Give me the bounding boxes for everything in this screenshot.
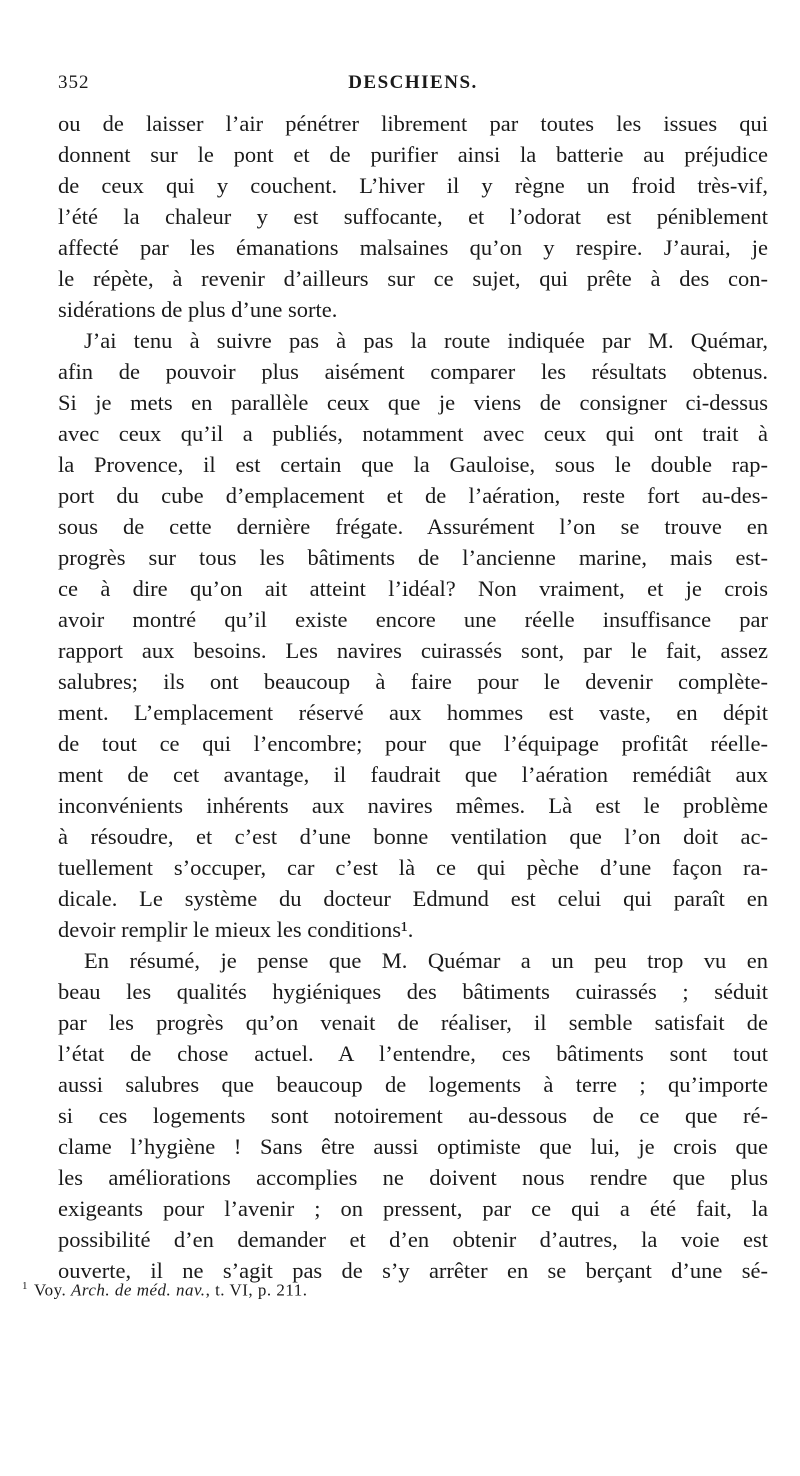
text-line: exigeants pour l’avenir ; on pressent, par ce qui a été fait, la (58, 1196, 768, 1221)
text-line: avoir montré qu’il existe encore une réelle insuffisance par (58, 607, 768, 632)
text-line: ment de cet avantage, il faudrait que l’aération remédiât aux (58, 762, 768, 787)
page-number: 352 (58, 72, 90, 93)
running-title: DESCHIENS. (348, 72, 478, 93)
text-line: avec ceux qu’il a publiés, notamment avec ceux qui ont trait à (58, 421, 768, 446)
text-line: J’ai tenu à suivre pas à pas la route indiquée par M. Quémar, (84, 328, 768, 353)
text-line: rapport aux besoins. Les navires cuirassés sont, par le fait, assez (58, 638, 768, 663)
text-line: devoir remplir le mieux les conditions¹. (58, 917, 414, 942)
text-line: les améliorations accomplies ne doivent nous rendre que plus (58, 1165, 768, 1190)
text-line: de ceux qui y couchent. L’hiver il y règne un froid très-vif, (58, 173, 768, 198)
text-line: ment. L’emplacement réservé aux hommes est vaste, en dépit (58, 700, 768, 725)
text-line: sidérations de plus d’une sorte. (58, 297, 338, 322)
page-header (58, 60, 768, 100)
text-line: à résoudre, et c’est d’une bonne ventilation que l’on doit ac- (58, 824, 768, 849)
footnote (22, 1280, 308, 1301)
text-line: l’état de chose actuel. A l’entendre, ces bâtiments sont tout (58, 1041, 768, 1066)
text-line: afin de pouvoir plus aisément comparer les résultats obtenus. (58, 359, 768, 384)
text-line: Si je mets en parallèle ceux que je viens de consigner ci-dessus (58, 390, 768, 415)
text-line: par les progrès qu’on venait de réaliser, il semble satisfait de (58, 1010, 768, 1035)
text-line: inconvénients inhérents aux navires mêmes. Là est le problème (58, 793, 768, 818)
footnote-marker: 1 (22, 1280, 28, 1292)
paragraph (58, 108, 768, 325)
paragraph (58, 945, 768, 1286)
text-line: tuellement s’occuper, car c’est là ce qui pèche d’une façon ra- (58, 855, 768, 880)
text-line: donnent sur le pont et de purifier ainsi la batterie au préjudice (58, 142, 768, 167)
text-line: sous de cette dernière frégate. Assurément l’on se trouve en (58, 514, 768, 539)
text-line: En résumé, je pense que M. Quémar a un peu trop vu en (84, 948, 768, 973)
text-line: aussi salubres que beaucoup de logements à terre ; qu’importe (58, 1072, 768, 1097)
body-text (58, 108, 768, 1286)
footnote-source: Arch. de méd. nav. (70, 1280, 206, 1300)
text-line: possibilité d’en demander et d’en obtenir d’autres, la voie est (58, 1227, 768, 1252)
text-line: ce à dire qu’on ait atteint l’idéal? Non vraiment, et je crois (58, 576, 768, 601)
text-line: affecté par les émanations malsaines qu’on y respire. J’aurai, je (58, 235, 768, 260)
text-line: la Provence, il est certain que la Gauloise, sous le double rap- (58, 452, 768, 477)
document-page (58, 60, 768, 1286)
text-line: de tout ce qui l’encombre; pour que l’équipage profitât réelle- (58, 731, 768, 756)
text-line: l’été la chaleur y est suffocante, et l’odorat est péniblement (58, 204, 768, 229)
text-line: beau les qualités hygiéniques des bâtiments cuirassés ; séduit (58, 979, 768, 1004)
footnote-suffix: , t. VI, p. 211. (205, 1280, 308, 1300)
paragraph (58, 325, 768, 945)
text-line: progrès sur tous les bâtiments de l’ancienne marine, mais est- (58, 545, 768, 570)
text-line: port du cube d’emplacement et de l’aération, reste fort au-des- (58, 483, 768, 508)
text-line: si ces logements sont notoirement au-dessous de ce que ré- (58, 1103, 768, 1128)
text-line: ouverte, il ne s’agit pas de s’y arrêter en se berçant d’une sé- (58, 1258, 768, 1283)
text-line: ou de laisser l’air pénétrer librement par toutes les issues qui (58, 111, 768, 136)
text-line: salubres; ils ont beaucoup à faire pour le devenir complète- (58, 669, 768, 694)
text-line: le répète, à revenir d’ailleurs sur ce sujet, qui prête à des con- (58, 266, 768, 291)
footnote-prefix: Voy. (34, 1280, 71, 1300)
text-line: clame l’hygiène ! Sans être aussi optimiste que lui, je crois que (58, 1134, 768, 1159)
text-line: dicale. Le système du docteur Edmund est celui qui paraît en (58, 886, 768, 911)
